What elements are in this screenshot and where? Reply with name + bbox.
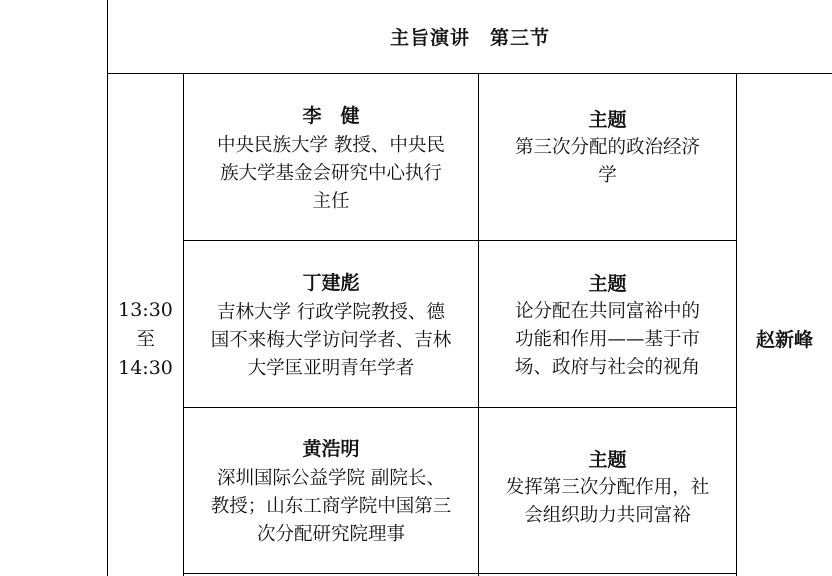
topic-label: 主题 bbox=[588, 273, 627, 295]
time-cell bbox=[108, 74, 183, 576]
topic-text-line: 会组织助力共同富裕 bbox=[524, 504, 691, 526]
topic-label: 主题 bbox=[588, 448, 627, 471]
speaker-affiliation-line: 大学匡亚明青年学者 bbox=[247, 358, 415, 379]
topic-text-line: 发挥第三次分配作用，社 bbox=[505, 476, 710, 498]
topic-label: 主题 bbox=[588, 109, 627, 131]
speaker-cell bbox=[184, 241, 478, 407]
speaker-name: 李 健 bbox=[302, 105, 360, 127]
speaker-cell bbox=[184, 408, 478, 573]
row-divider-3 bbox=[183, 573, 736, 574]
time-start: 13:30 bbox=[118, 298, 173, 321]
speaker-name: 黄浩明 bbox=[302, 437, 360, 460]
section-header bbox=[108, 0, 832, 73]
speaker-affiliation-line: 次分配研究院理事 bbox=[256, 523, 405, 545]
time-separator: 至 bbox=[135, 327, 155, 350]
speaker-affiliation-line: 教授；山东工商学院中国第三 bbox=[210, 495, 452, 517]
speaker-affiliation-line: 深圳国际公益学院 副院长、 bbox=[217, 467, 445, 489]
speaker-affiliation-line: 国不来梅大学访问学者、吉林 bbox=[210, 330, 452, 351]
speaker-affiliation-line: 吉林大学 行政学院教授、德 bbox=[217, 302, 445, 323]
speaker-cell bbox=[184, 74, 478, 240]
time-end: 14:30 bbox=[118, 356, 173, 379]
host-name: 赵新峰 bbox=[755, 328, 813, 351]
section-title: 主旨演讲 第三节 bbox=[389, 27, 550, 49]
speaker-name: 丁建彪 bbox=[302, 272, 360, 294]
topic-cell bbox=[479, 241, 736, 407]
speaker-affiliation-line: 族大学基金会研究中心执行 bbox=[219, 163, 442, 184]
topic-text-line: 功能和作用——基于市 bbox=[514, 329, 700, 350]
speaker-affiliation-line: 中央民族大学 教授、中央民 bbox=[217, 135, 445, 156]
topic-text-line: 第三次分配的政治经济 bbox=[514, 137, 700, 158]
topic-text-line: 场、政府与社会的视角 bbox=[514, 357, 700, 378]
topic-cell bbox=[479, 408, 736, 573]
topic-text-line: 学 bbox=[598, 165, 617, 186]
topic-cell bbox=[479, 74, 736, 240]
topic-text-line: 论分配在共同富裕中的 bbox=[514, 301, 700, 322]
host-cell bbox=[737, 74, 832, 576]
speaker-affiliation-line: 主任 bbox=[312, 191, 350, 212]
